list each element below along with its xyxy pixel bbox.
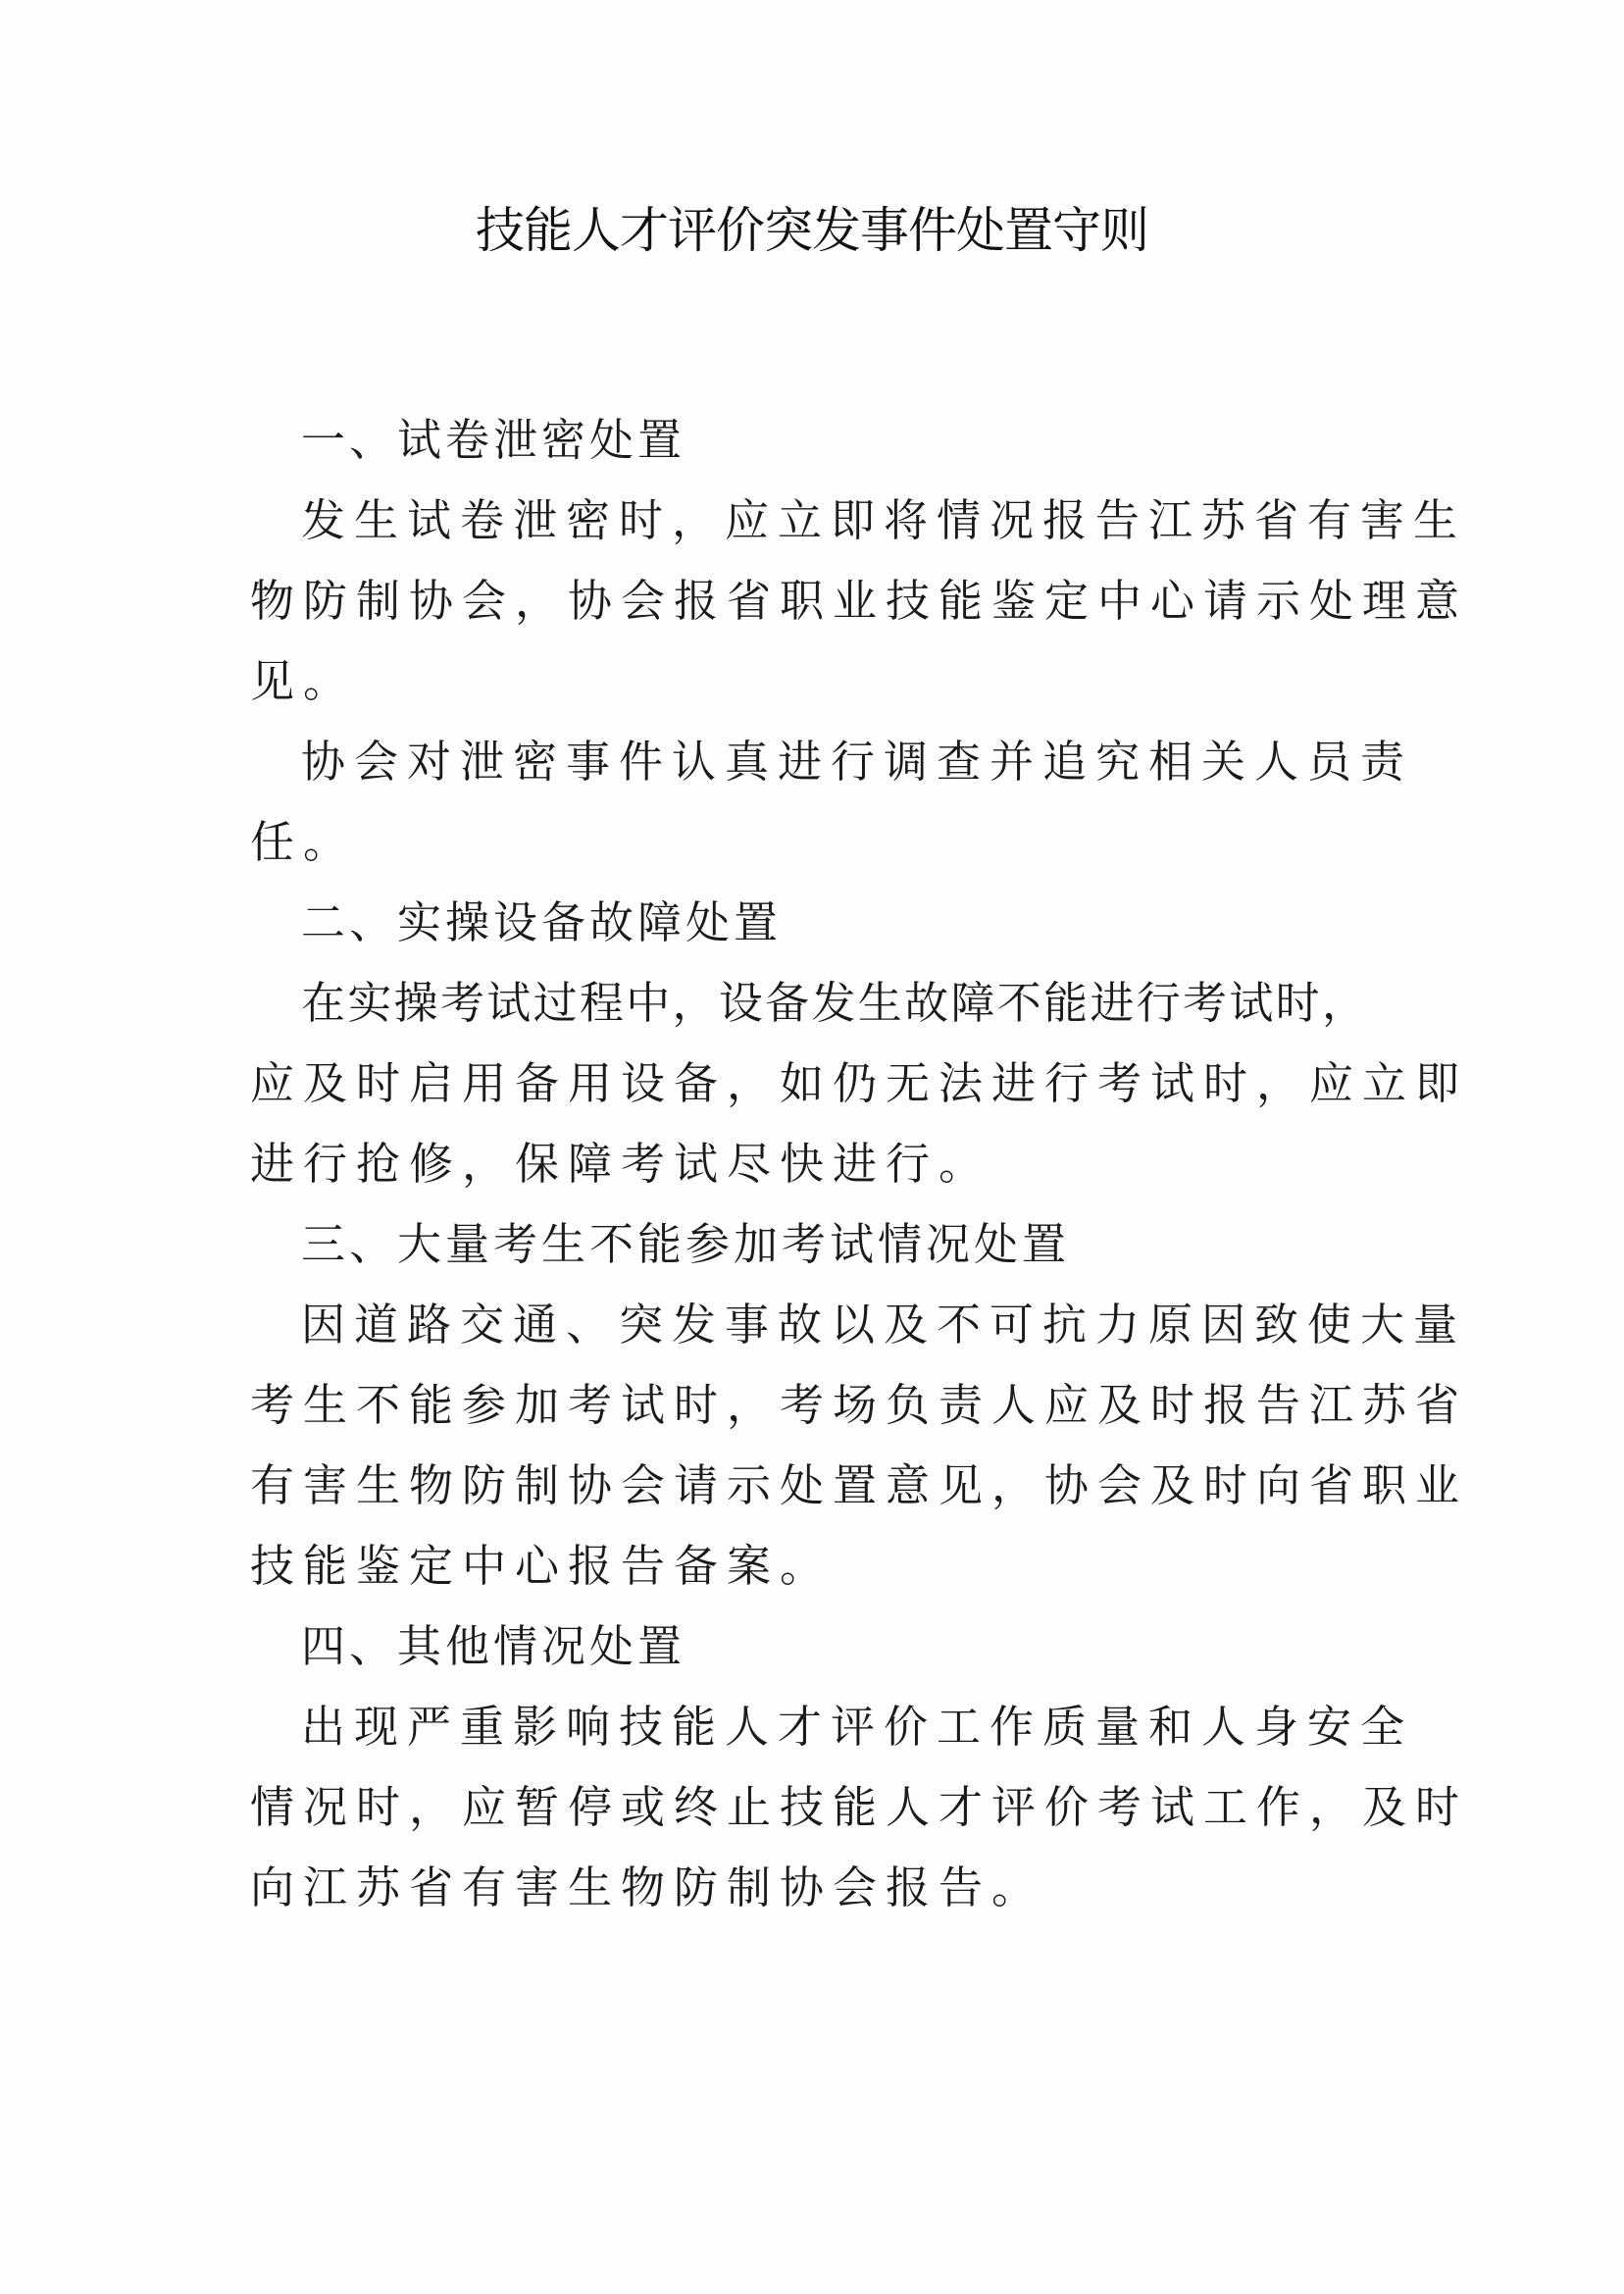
paragraph-line: 发生试卷泄密时，应立即将情况报告江苏省有害生	[301, 494, 1467, 546]
paragraph-line: 任。	[250, 816, 357, 868]
paragraph-line: 进行抢修，保障考试尽快进行。	[250, 1138, 992, 1190]
document-body	[250, 400, 1469, 1928]
document-title: 技能人才评价突发事件处置守则	[476, 202, 1148, 259]
paragraph-line: 协会对泄密事件认真进行调查并追究相关人员责	[301, 736, 1414, 788]
paragraph-line: 因道路交通、突发事故以及不可抗力原因致使大量	[301, 1299, 1467, 1351]
section-heading: 一、试卷泄密处置	[301, 414, 686, 466]
section-heading: 二、实操设备故障处置	[301, 896, 783, 948]
paragraph-line: 应及时启用备用设备，如仍无法进行考试时，应立即	[250, 1057, 1469, 1109]
paragraph-line: 向江苏省有害生物防制协会报告。	[250, 1861, 1045, 1913]
paragraph-line: 技能鉴定中心报告备案。	[250, 1540, 834, 1592]
section-heading: 三、大量考生不能参加考试情况处置	[301, 1218, 1071, 1270]
paragraph-line: 考生不能参加考试时，考场负责人应及时报告江苏省	[250, 1379, 1469, 1431]
paragraph-line: 情况时，应暂停或终止技能人才评价考试工作，及时	[250, 1781, 1469, 1833]
section-heading: 四、其他情况处置	[301, 1620, 686, 1672]
paragraph-line: 有害生物防制协会请示处置意见，协会及时向省职业	[250, 1459, 1469, 1511]
paragraph-line: 物防制协会，协会报省职业技能鉴定中心请示处理意	[250, 575, 1469, 627]
paragraph-line: 出现严重影响技能人才评价工作质量和人身安全	[301, 1701, 1414, 1753]
paragraph-line: 见。	[250, 655, 357, 707]
paragraph-line: 在实操考试过程中，设备发生故障不能进行考试时，	[301, 977, 1368, 1029]
